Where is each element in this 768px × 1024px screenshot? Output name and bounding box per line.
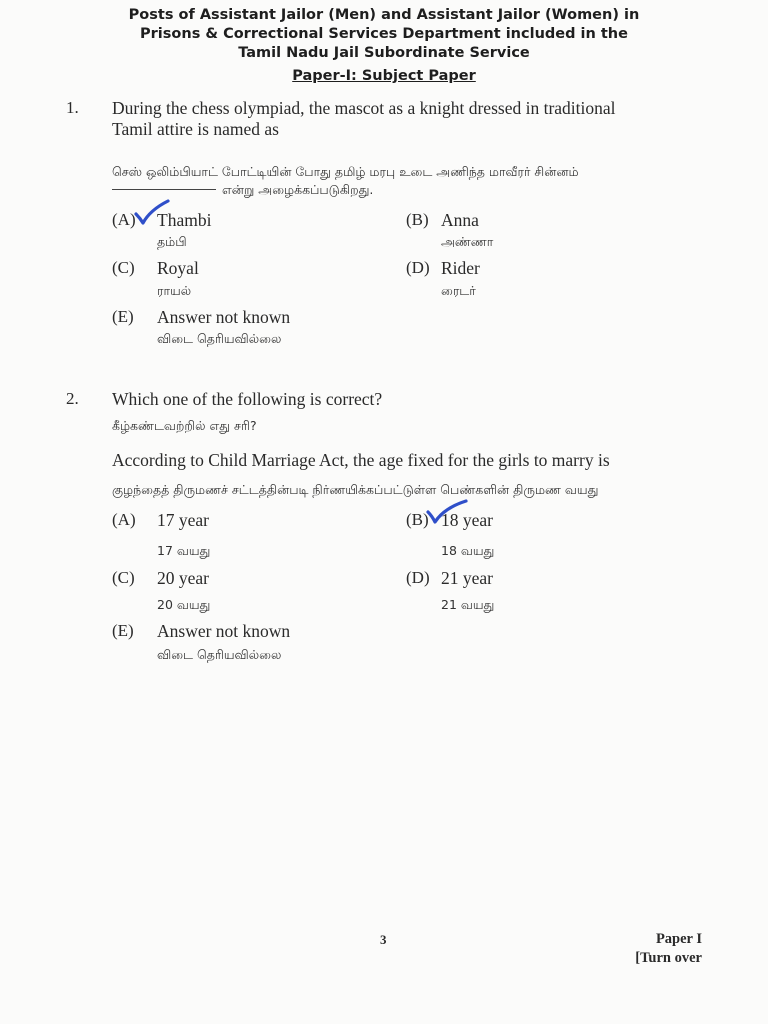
question-2-text-en-line-2: According to Child Marriage Act, the age fixed for the girls to marry is: [112, 450, 610, 470]
q2-option-c-text[interactable]: 20 year: [157, 568, 209, 588]
q1-option-e-text[interactable]: Answer not known: [157, 307, 291, 327]
q2-option-d-ta: 21 வயது: [441, 597, 495, 612]
document-header: [60, 6, 708, 63]
checkmark-icon: [132, 198, 172, 226]
question-2-number: 2.: [66, 389, 79, 408]
q2-option-c-letter[interactable]: (C): [112, 568, 135, 587]
q2-option-c-ta: 20 வயது: [157, 597, 211, 612]
question-2-text-ta-line-2: குழந்தைத் திருமணச் சட்டத்தின்படி நிர்ணயிக்கப்பட்டுள்ள பெண்களின் திருமண வயது: [112, 482, 599, 497]
q1-option-a-ta: தம்பி: [157, 234, 187, 249]
question-1-number: 1.: [66, 98, 79, 117]
q2-option-d-text[interactable]: 21 year: [441, 568, 493, 588]
question-1-text-en-line-1: During the chess olympiad, the mascot as a knight dressed in traditional: [112, 98, 616, 118]
q2-option-e-letter[interactable]: (E): [112, 621, 134, 640]
header-line-3: Tamil Nadu Jail Subordinate Service: [238, 45, 530, 61]
footer-paper-label: Paper I: [655, 931, 702, 947]
q2-option-a-text[interactable]: 17 year: [157, 510, 209, 530]
q1-option-d-ta: ரைடர்: [441, 283, 476, 298]
q1-option-d-text[interactable]: Rider: [441, 258, 480, 278]
q2-option-e-ta: விடை தெரியவில்லை: [157, 647, 282, 662]
checkmark-icon: [424, 498, 470, 526]
q2-option-e-text[interactable]: Answer not known: [157, 621, 291, 641]
question-2-text-ta-line-1: கீழ்கண்டவற்றில் எது சரி?: [112, 418, 257, 433]
fill-in-blank-line: [112, 189, 216, 190]
footer-turn-over: [Turn over: [635, 950, 702, 966]
q1-option-c-text[interactable]: Royal: [157, 258, 199, 278]
q1-option-a-letter[interactable]: (A): [112, 210, 136, 229]
question-1-text-ta-line-2-text: என்று அழைக்கப்படுகிறது.: [222, 182, 374, 197]
header-line-2: Prisons & Correctional Services Department included in the: [140, 26, 628, 42]
q1-option-b-letter[interactable]: (B): [406, 210, 429, 229]
question-2-text-en-line-1: Which one of the following is correct?: [112, 389, 383, 409]
question-1-text-ta-line-2: [112, 182, 373, 199]
q1-option-e-letter[interactable]: (E): [112, 307, 134, 326]
q1-option-b-text[interactable]: Anna: [441, 210, 479, 230]
q1-option-c-letter[interactable]: (C): [112, 258, 135, 277]
page-number: 3: [380, 932, 387, 947]
q1-option-d-letter[interactable]: (D): [406, 258, 430, 277]
question-1-text-en-line-2: Tamil attire is named as: [112, 119, 279, 139]
q2-option-a-letter[interactable]: (A): [112, 510, 136, 529]
q1-option-e-ta: விடை தெரியவில்லை: [157, 331, 282, 346]
header-line-1: Posts of Assistant Jailor (Men) and Assistant Jailor (Women) in: [128, 7, 640, 23]
q2-option-b-letter[interactable]: (B): [406, 510, 429, 529]
q2-option-b-text[interactable]: 18 year: [441, 510, 493, 530]
q2-option-d-letter[interactable]: (D): [406, 568, 430, 587]
q2-option-b-ta: 18 வயது: [441, 543, 495, 558]
question-1-text-ta-line-1: செஸ் ஒலிம்பியாட் போட்டியின் போது தமிழ் மரபு உடை அணிந்த மாவீரர் சின்னம்: [112, 164, 579, 179]
q1-option-a-text[interactable]: Thambi: [157, 210, 212, 230]
paper-subtitle: Paper-I: Subject Paper: [292, 68, 476, 84]
q1-option-b-ta: அண்ணா: [441, 234, 494, 249]
q1-option-c-ta: ராயல்: [157, 283, 192, 298]
q2-option-a-ta: 17 வயது: [157, 543, 211, 558]
